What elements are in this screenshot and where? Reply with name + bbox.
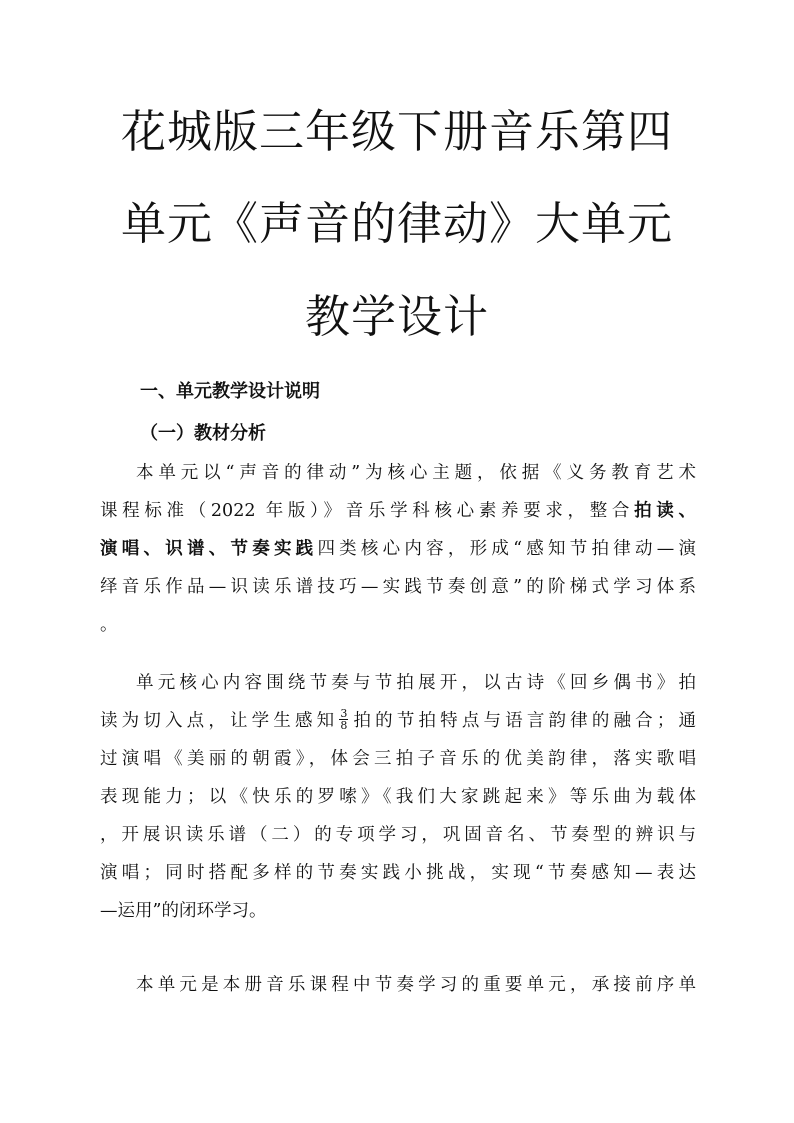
text-span: 演唱；同时搭配多样的节奏实践小挑战，实现“节奏感知—表达	[100, 863, 696, 883]
text-span: 单元核心内容围绕节奏与节拍展开，以古诗《回乡偶书》拍	[136, 673, 696, 693]
bold-text: 演唱、识谱、节奏实践	[100, 539, 318, 559]
paragraph-line	[100, 492, 696, 530]
time-signature-fraction	[339, 708, 348, 731]
text-span: 。	[100, 615, 118, 635]
paragraph-textbook-analysis	[100, 454, 696, 644]
paragraph-line	[100, 816, 696, 854]
bold-text: 拍读、	[634, 501, 696, 521]
paragraph-line	[100, 664, 696, 702]
paragraph-line	[100, 778, 696, 816]
fraction-denominator: 8	[340, 719, 348, 732]
paragraph-unit-position	[100, 966, 696, 1004]
paragraph-line	[100, 966, 696, 1004]
document-title-line-1: 花城版三年级下册音乐第四	[120, 105, 673, 158]
text-span: 四类核心内容，形成“感知节拍律动—演	[317, 539, 697, 559]
section-heading: 一、单元教学设计说明	[140, 381, 320, 402]
text-span: 绎音乐作品—识读乐谱技巧—实践节奏创意”的阶梯式学习体系	[100, 577, 696, 597]
paragraph-line	[100, 454, 696, 492]
document-title-line-2: 单元《声音的律动》大单元	[120, 197, 673, 250]
text-span: 课程标准（2022 年版）》音乐学科核心素养要求，整合	[100, 501, 635, 521]
paragraph-line	[100, 854, 696, 892]
paragraph-line	[100, 606, 696, 644]
text-span: 本单元是本册音乐课程中节奏学习的重要单元，承接前序单	[136, 975, 696, 995]
paragraph-line	[100, 530, 696, 568]
text-span: 过演唱《美丽的朝霞》，体会三拍子音乐的优美韵律，落实歌唱	[100, 749, 696, 769]
fraction-numerator: 3	[340, 707, 348, 720]
text-span: 拍的节拍特点与语言韵律的融合；通	[349, 711, 697, 731]
text-span: 表现能力；以《快乐的罗嗦》《我们大家跳起来》等乐曲为载体	[100, 787, 696, 807]
text-span: —运用”的闭环学习。	[100, 901, 267, 921]
document-title-line-3: 教学设计	[304, 290, 489, 343]
paragraph-line	[100, 892, 696, 930]
text-span: 本单元以“声音的律动”为核心主题，依据《义务教育艺术	[136, 463, 696, 483]
paragraph-line	[100, 702, 696, 740]
text-span: ，开展识读乐谱（二）的专项学习，巩固音名、节奏型的辨识与	[100, 825, 696, 845]
paragraph-unit-core-content	[100, 664, 696, 930]
text-span: 读为切入点，让学生感知	[100, 711, 339, 731]
paragraph-line	[100, 740, 696, 778]
subsection-heading: （一）教材分析	[140, 423, 266, 444]
paragraph-line	[100, 568, 696, 606]
